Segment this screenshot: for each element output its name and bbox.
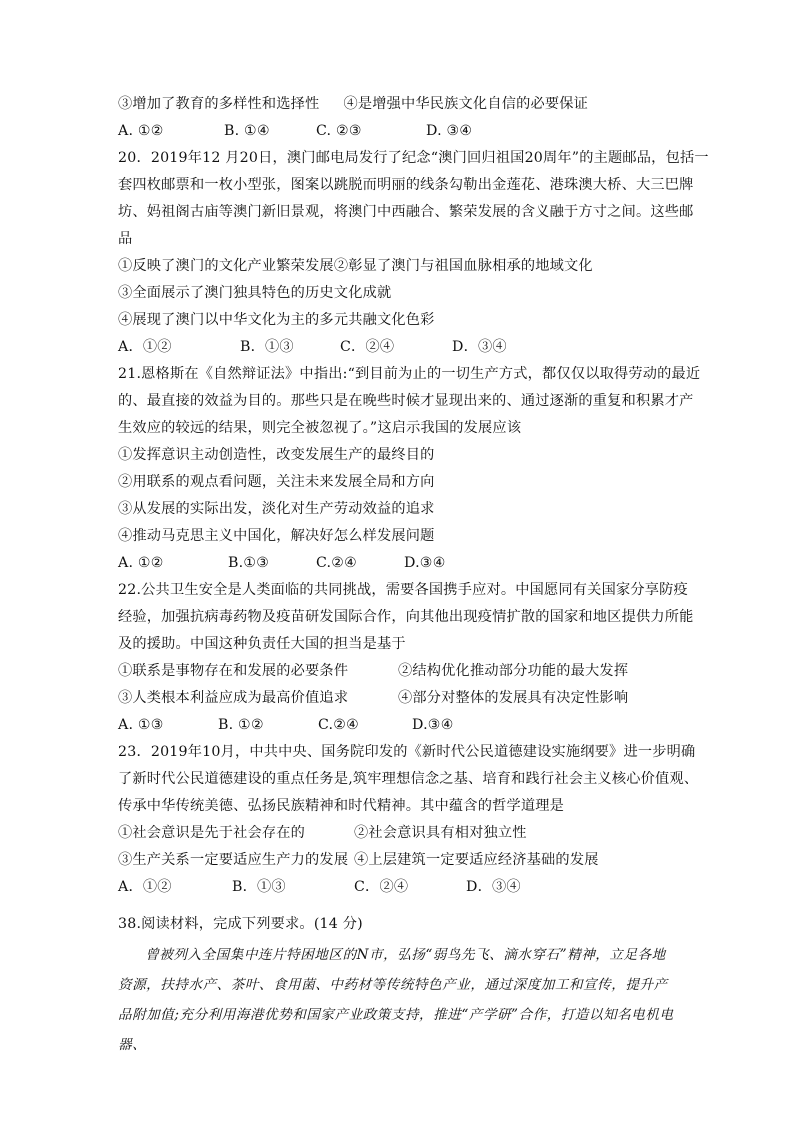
answer-c: C.②④ — [316, 555, 358, 571]
q23-stem-line-3: 传承中华传统美德、弘扬民族精神和时代精神。其中蕴含的哲学道理是 — [118, 798, 565, 814]
answer-c: C. ②③ — [316, 123, 362, 139]
question-38 — [118, 911, 678, 1060]
answer-a: A. ①③ — [118, 717, 164, 733]
q38-title: 38.阅读材料，完成下列要求。(14 分) — [118, 916, 363, 932]
q22-item-4: ④部分对整体的发展具有决定性影响 — [398, 690, 629, 706]
exam-page — [118, 91, 709, 1060]
prev-item-3: ③增加了教育的多样性和选择性 — [118, 96, 320, 112]
answer-a: A．①② — [118, 339, 172, 355]
answer-a: A. ①② — [118, 555, 164, 571]
q23-item-1: ①社会意识是先于社会存在的 — [118, 825, 306, 841]
q20-answers — [118, 334, 678, 361]
question-23 — [118, 739, 699, 901]
q21-answers — [118, 550, 678, 577]
q22-item-1: ①联系是事物存在和发展的必要条件 — [118, 663, 349, 679]
q23-answers — [118, 874, 678, 901]
answer-b: B.①③ — [228, 555, 270, 571]
q22-item-2: ②结构优化推动部分功能的最大发挥 — [398, 663, 629, 679]
q21-stem-line-2: 的、最直接的效益为目的。那些只是在晚些时候才显现出来的、通过逐渐的重复和积累才产 — [118, 393, 694, 409]
q23-item-4: ④上层建筑一定要适应经济基础的发展 — [354, 852, 599, 868]
answer-b: B. ①② — [218, 717, 264, 733]
q21-stem-line-3: 生效应的较远的结果，则完全被忽视了。”这启示我国的发展应该 — [118, 420, 522, 436]
q21-item-1: ①发挥意识主动创造性，改变发展生产的最终目的 — [118, 447, 435, 463]
q23-item-3: ③生产关系一定要适应生产力的发展 — [118, 852, 349, 868]
question-21 — [118, 361, 701, 577]
q20-stem-line-3: 坊、妈祖阁古庙等澳门新旧景观，将澳门中西融合、繁荣发展的含义融于方寸之间。这些邮 — [118, 204, 694, 220]
q23-item-2: ②社会意识具有相对独立性 — [354, 825, 527, 841]
q38-material: 曾被列入全国集中连片特困地区的N市，弘扬“弱鸟先飞、滴水穿石”精神，立足各地资源，扶持水产、茶叶、食用菌、中药材等传统特色产业，通过深度加工和宣传，提升产品附加值;充分利用海港优势和国家产业政策支持，推进“产学研”合作，打造以知名电机电器、 — [118, 947, 674, 1053]
q20-item-12: ①反映了澳门的文化产业繁荣发展②彰显了澳门与祖国血脉相承的地域文化 — [118, 258, 593, 274]
q23-items-34 — [118, 847, 678, 874]
answer-b: B. ①④ — [224, 123, 270, 139]
q23-stem-line-2: 了新时代公民道德建设的重点任务是,筑牢理想信念之基、培育和践行社会主义核心价值观、 — [118, 771, 699, 787]
q21-item-3: ③从发展的实际出发，淡化对生产劳动效益的追求 — [118, 501, 435, 517]
prev-item-4: ④是增强中华民族文化自信的必要保证 — [343, 96, 589, 112]
prev-answers — [118, 118, 678, 145]
q23-items-12 — [118, 820, 678, 847]
q21-item-4: ④推动马克思主义中国化，解决好怎么样发展问题 — [118, 528, 435, 544]
prev-items-34 — [118, 91, 678, 118]
q22-stem-line-3: 及的援助。中国这种负责任大国的担当是基于 — [118, 636, 406, 652]
q21-item-2: ②用联系的观点看问题，关注未来发展全局和方向 — [118, 474, 435, 490]
q22-items-12 — [118, 658, 678, 685]
answer-a: A. ①② — [118, 123, 164, 139]
answer-b: B．①③ — [240, 339, 294, 355]
q20-item-4: ④展现了澳门以中华文化为主的多元共融文化色彩 — [118, 312, 435, 328]
answer-d: D. ③④ — [426, 123, 473, 139]
q22-stem-line-2: 经验，加强抗病毒药物及疫苗研发国际合作，向其他出现疫情扩散的国家和地区提供力所能 — [118, 609, 694, 625]
answer-c: C．②④ — [354, 879, 409, 895]
q22-stem-line-1: 22.公共卫生安全是人类面临的共同挑战，需要各国携手应对。中国愿同有关国家分享防疫 — [118, 582, 688, 598]
answer-c: C.②④ — [318, 717, 360, 733]
q23-stem-line-1: 23．2019年10月，中共中央、国务院印发的《新时代公民道德建设实施纲要》进一步明确 — [118, 744, 696, 760]
answer-d: D.③④ — [412, 717, 454, 733]
question-22 — [118, 577, 694, 739]
answer-b: B．①③ — [232, 879, 286, 895]
answer-d: D．③④ — [466, 879, 521, 895]
q22-items-34 — [118, 685, 678, 712]
q20-stem-line-1: 20．2019年12 月20日，澳门邮电局发行了纪念“澳门回归祖国20周年”的主题邮品，包括一 — [118, 150, 709, 166]
q20-stem-line-4: 品 — [118, 231, 133, 247]
q20-item-3: ③全面展示了澳门独具特色的历史文化成就 — [118, 285, 392, 301]
q22-item-3: ③人类根本利益应成为最高价值追求 — [118, 690, 349, 706]
q22-answers — [118, 712, 678, 739]
answer-d: D.③④ — [404, 555, 446, 571]
q20-stem-line-2: 套四枚邮票和一枚小型张，图案以跳脱而明丽的线条勾勒出金莲花、港珠澳大桥、大三巴牌 — [118, 177, 694, 193]
answer-a: A．①② — [118, 879, 172, 895]
answer-d: D．③④ — [452, 339, 507, 355]
answer-c: C．②④ — [340, 339, 395, 355]
q21-stem-line-1: 21.恩格斯在《自然辩证法》中指出:“到目前为止的一切生产方式，都仅仅以取得劳动的最近 — [118, 366, 701, 382]
question-20 — [118, 145, 709, 361]
